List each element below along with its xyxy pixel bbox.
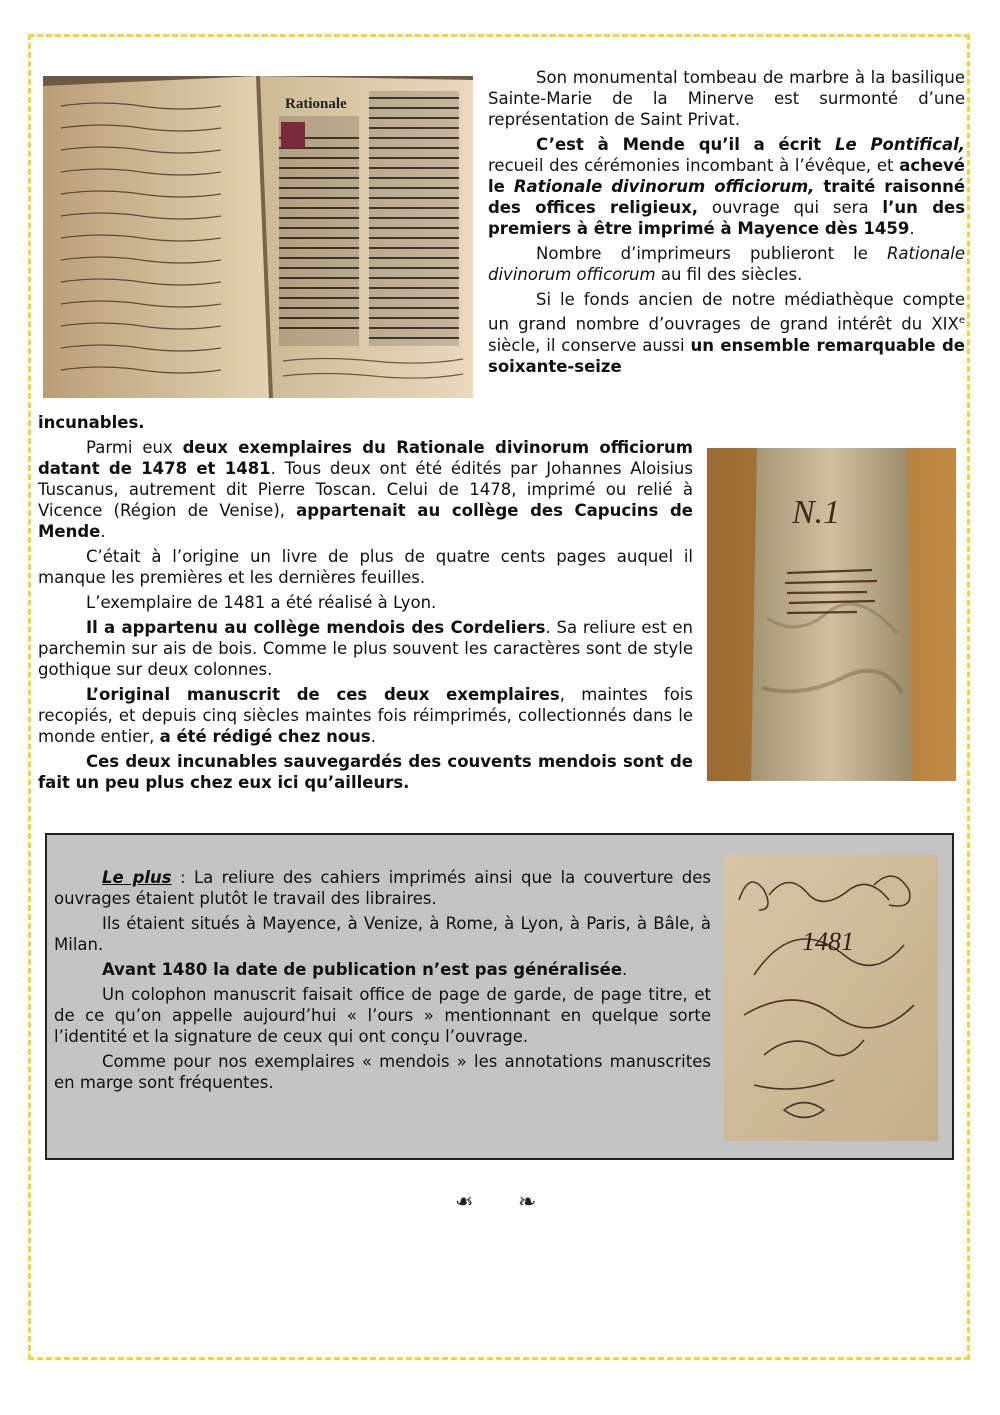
box-paragraph-5: Comme pour nos exemplaires « mendois » les annotations manuscrites en marge sont fréquentes. bbox=[54, 1052, 711, 1092]
middle-text bbox=[38, 437, 693, 797]
incunables-line: incunables. bbox=[38, 413, 145, 432]
le-plus-label: Le plus bbox=[102, 868, 172, 887]
spine-label: N.1 bbox=[792, 494, 841, 531]
middle-paragraph-5: L’original manuscrit de ces deux exemplaires, maintes fois recopiés, et depuis cinq siècles maintes fois réimprimés, collectionnés dans le monde entier, a été rédigé chez nous. bbox=[38, 685, 693, 746]
box-paragraph-4: Un colophon manuscrit faisait office de page de garde, de page titre, et de ce qu’on appelle aujourd’hui « l’ours » mentionnant en quelque sorte l’identité et la signature de ceux qui ont conçu l’ouvrage. bbox=[54, 985, 711, 1046]
box-paragraph-2: Ils étaient situés à Mayence, à Venize, à Rome, à Lyon, à Paris, à Bâle, à Milan. bbox=[54, 914, 711, 954]
intro-paragraph-3: Nombre d’imprimeurs publieront le Rationale divinorum officorum au fil des siècles. bbox=[488, 244, 965, 284]
book-heading: Rationale bbox=[285, 96, 347, 112]
colophon-year: 1481 bbox=[802, 927, 854, 956]
colophon-photo bbox=[724, 855, 938, 1141]
middle-paragraph-4: Il a appartenu au collège mendois des Cordeliers. Sa reliure est en parchemin sur ais de bois. Comme le plus souvent les caractères sont de style gothique sur deux colonnes. bbox=[38, 618, 693, 679]
book-spine-photo bbox=[707, 448, 956, 781]
intro-paragraph-2: C’est à Mende qu’il a écrit Le Pontifical, recueil des cérémonies incombant à l’évêque, et achevé le Rationale divinorum officiorum, traité raisonné des offices religieux, ouvrage qui sera l’un des premiers à être imprimé à Mayence dès 1459. bbox=[488, 135, 966, 238]
open-book-photo bbox=[43, 76, 473, 398]
box-paragraph-1: Le plus : La reliure des cahiers imprimés ainsi que la couverture des ouvrages étaient plutôt le travail des libraires. bbox=[54, 868, 712, 908]
illuminated-initial bbox=[281, 122, 305, 148]
box-text bbox=[54, 867, 711, 1097]
le-plus-box bbox=[45, 833, 954, 1160]
middle-paragraph-2: C’était à l’origine un livre de plus de quatre cents pages auquel il manque les premières et les dernières feuilles. bbox=[38, 547, 693, 587]
intro-paragraph-4: Si le fonds ancien de notre médiathèque compte un grand nombre d’ouvrages de grand intérêt du XIXe siècle, il conserve aussi un ensemble remarquable de soixante-seize bbox=[488, 290, 965, 376]
middle-paragraph-3: L’exemplaire de 1481 a été réalisé à Lyon. bbox=[86, 593, 437, 612]
ornament-right-icon: ❧ bbox=[518, 1190, 537, 1215]
middle-paragraph-1: Parmi eux deux exemplaires du Rationale divinorum officiorum datant de 1478 et 1481. Tous deux ont été édités par Johannes Aloisius Tuscanus, autrement dit Pierre Toscan. Celui de 1478, imprimé ou relié à Vicence (Région de Venise), appartenait au collège des Capucins de Mende. bbox=[38, 438, 693, 541]
intro-text bbox=[488, 67, 965, 381]
ornament-left-icon: ❧ bbox=[455, 1190, 474, 1215]
box-paragraph-3: Avant 1480 la date de publication n’est pas généralisée. bbox=[102, 960, 628, 979]
intro-paragraph-1: Son monumental tombeau de marbre à la basilique Sainte-Marie de la Minerve est surmonté d’une représentation de Saint Privat. bbox=[488, 68, 965, 129]
middle-paragraph-6: Ces deux incunables sauvegardés des couvents mendois sont de fait un peu plus chez eux ici qu’ailleurs. bbox=[38, 752, 693, 792]
